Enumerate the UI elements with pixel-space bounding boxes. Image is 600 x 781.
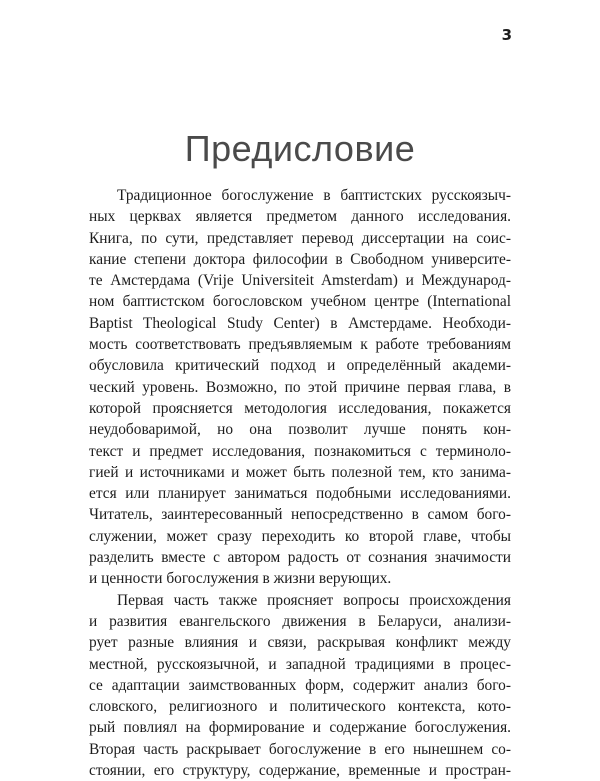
text-line: ных церквах является предметом данного исследования. [89, 208, 511, 226]
text-line: неудобоваримой, но она позволит лучше понять кон- [89, 421, 511, 439]
paragraph [89, 590, 511, 781]
text-line: обусловила критический подход и определённый академи- [89, 357, 511, 375]
text-line: текст и предмет исследования, познакомиться с терминоло- [89, 442, 511, 460]
text-line: служении, может сразу переходить ко второй главе, чтобы [89, 527, 511, 545]
text-line: се адаптации заимствованных форм, содержит анализ бого- [89, 676, 511, 694]
text-line: рый повлиял на формирование и содержание богослужения. [89, 719, 511, 737]
page-number: 3 [501, 26, 512, 44]
paragraph [89, 185, 511, 590]
text-line: разделить вместе с автором радость от сознания значимости [89, 549, 511, 567]
text-line: Книга, по сути, представляет перевод диссертации на соис- [89, 229, 511, 247]
text-line: кание степени доктора философии в Свободном университе- [89, 250, 511, 268]
text-line: и развития евангельского движения в Беларуси, анализи- [89, 612, 511, 630]
text-line: Вторая часть раскрывает богослужение в его нынешнем со- [89, 740, 511, 758]
text-line: ческий уровень. Возможно, по этой причине первая глава, в [89, 378, 511, 396]
text-line: мость соответствовать предъявляемым к работе требованиям [89, 336, 511, 354]
text-line: Baptist Theological Study Center) в Амстердаме. Необходи- [89, 314, 511, 332]
text-line: ется или планирует заниматься подобными исследованиями. [89, 485, 511, 503]
text-line: местной, русскоязычной, и западной традициями в процес- [89, 655, 511, 673]
text-line: Первая часть также проясняет вопросы происхождения [117, 591, 511, 609]
text-line: ном баптистском богословском учебном центре (International [89, 293, 511, 311]
text-line: которой проясняется методология исследования, покажется [89, 399, 511, 417]
chapter-title: Предисловие [184, 128, 416, 169]
body-text [89, 185, 511, 781]
text-line: Традиционное богослужение в баптистских русскоязыч- [117, 187, 511, 204]
text-line: Читатель, заинтересованный непосредственно в самом бого- [89, 506, 511, 524]
text-line: рует разные влияния и связи, раскрывая конфликт между [89, 634, 511, 652]
text-line: стоянии, его структуру, содержание, временные и простран- [89, 762, 511, 780]
text-line: и ценности богослужения в жизни верующих. [89, 570, 392, 588]
text-line: словского, религиозного и политического контекста, кото- [89, 698, 511, 716]
text-line: гией и источниками и может быть полезной тем, кто занима- [89, 463, 511, 481]
text-line: те Амстердама (Vrije Universiteit Amsterdam) и Международ- [89, 272, 511, 290]
